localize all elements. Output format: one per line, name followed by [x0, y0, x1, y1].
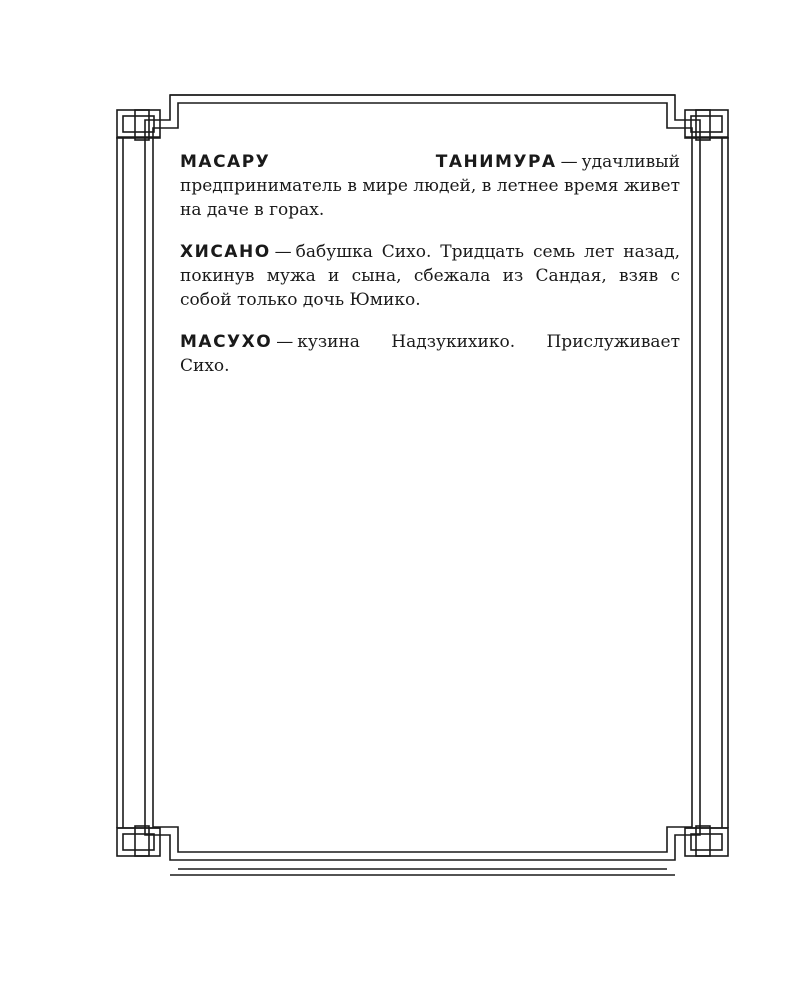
character-list — [180, 150, 680, 396]
meander-corner-icon-bottom-left — [117, 826, 160, 856]
character-name: МАСАРУ ТАНИМУРА — [180, 152, 557, 172]
entry-dash: — — [560, 152, 578, 172]
meander-corner-icon-bottom-right — [685, 826, 728, 856]
character-entry-masuho — [180, 330, 680, 378]
character-description: кузина Надзукихико. Прислуживает Сихо. — [180, 332, 680, 376]
character-description: бабушка Сихо. Тридцать семь лет назад, покинув мужа и сына, сбежала из Сандая, взяв с собой только дочь Юмико. — [180, 242, 680, 310]
character-name: МАСУХО — [180, 332, 273, 352]
character-description: удачливый предприниматель в мире людей, в летнее время живет на даче в горах. — [180, 152, 680, 220]
character-entry-masaru — [180, 150, 680, 222]
character-name: ХИСАНО — [180, 242, 271, 262]
entry-dash: — — [274, 242, 292, 262]
entry-dash: — — [276, 332, 294, 352]
character-entry-hisano — [180, 240, 680, 312]
